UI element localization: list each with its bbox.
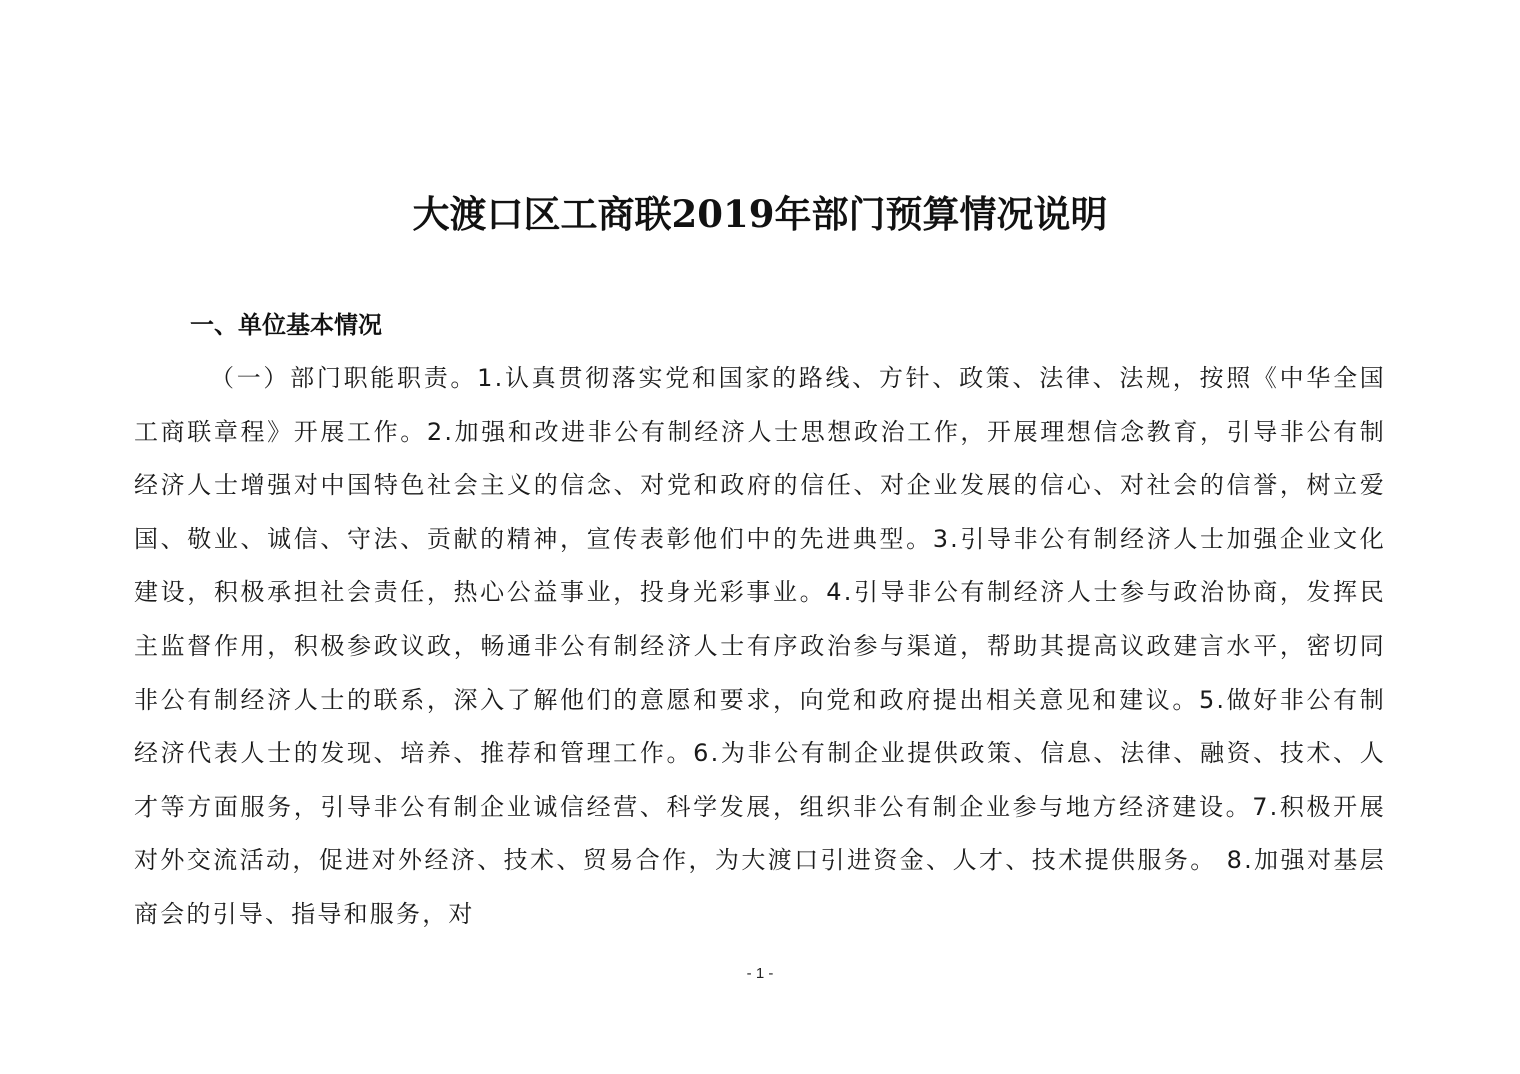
- document-title: 大渡口区工商联2019年部门预算情况说明: [412, 192, 1108, 236]
- body-paragraph: （一）部门职能职责。1.认真贯彻落实党和国家的路线、方针、政策、法律、法规，按照《中华全国工商联章程》开展工作。2.加强和改进非公有制经济人士思想政治工作，开展理想信念教育，引导非公有制经济人士增强对中国特色社会主义的信念、对党和政府的信任、对企业发展的信心、对社会的信誉，树立爱国、敬业、诚信、守法、贡献的精神，宣传表彰他们中的先进典型。3.引导非公有制经济人士加强企业文化建设，积极承担社会责任，热心公益事业，投身光彩事业。4.引导非公有制经济人士参与政治协商，发挥民主监督作用，积极参政议政，畅通非公有制经济人士有序政治参与渠道，帮助其提高议政建言水平，密切同非公有制经济人士的联系，深入了解他们的意愿和要求，向党和政府提出相关意见和建议。5.做好非公有制经济代表人士的发现、培养、推荐和管理工作。6.为非公有制企业提供政策、信息、法律、融资、技术、人才等方面服务，引导非公有制企业诚信经营、科学发展，组织非公有制企业参与地方经济建设。7.积极开展对外交流活动，促进对外经济、技术、贸易合作，为大渡口引进资金、人才、技术提供服务。 8.加强对基层商会的引导、指导和服务，对: [134, 364, 1386, 928]
- section-heading: 一、单位基本情况: [190, 311, 382, 339]
- page-number: - 1 -: [746, 965, 774, 982]
